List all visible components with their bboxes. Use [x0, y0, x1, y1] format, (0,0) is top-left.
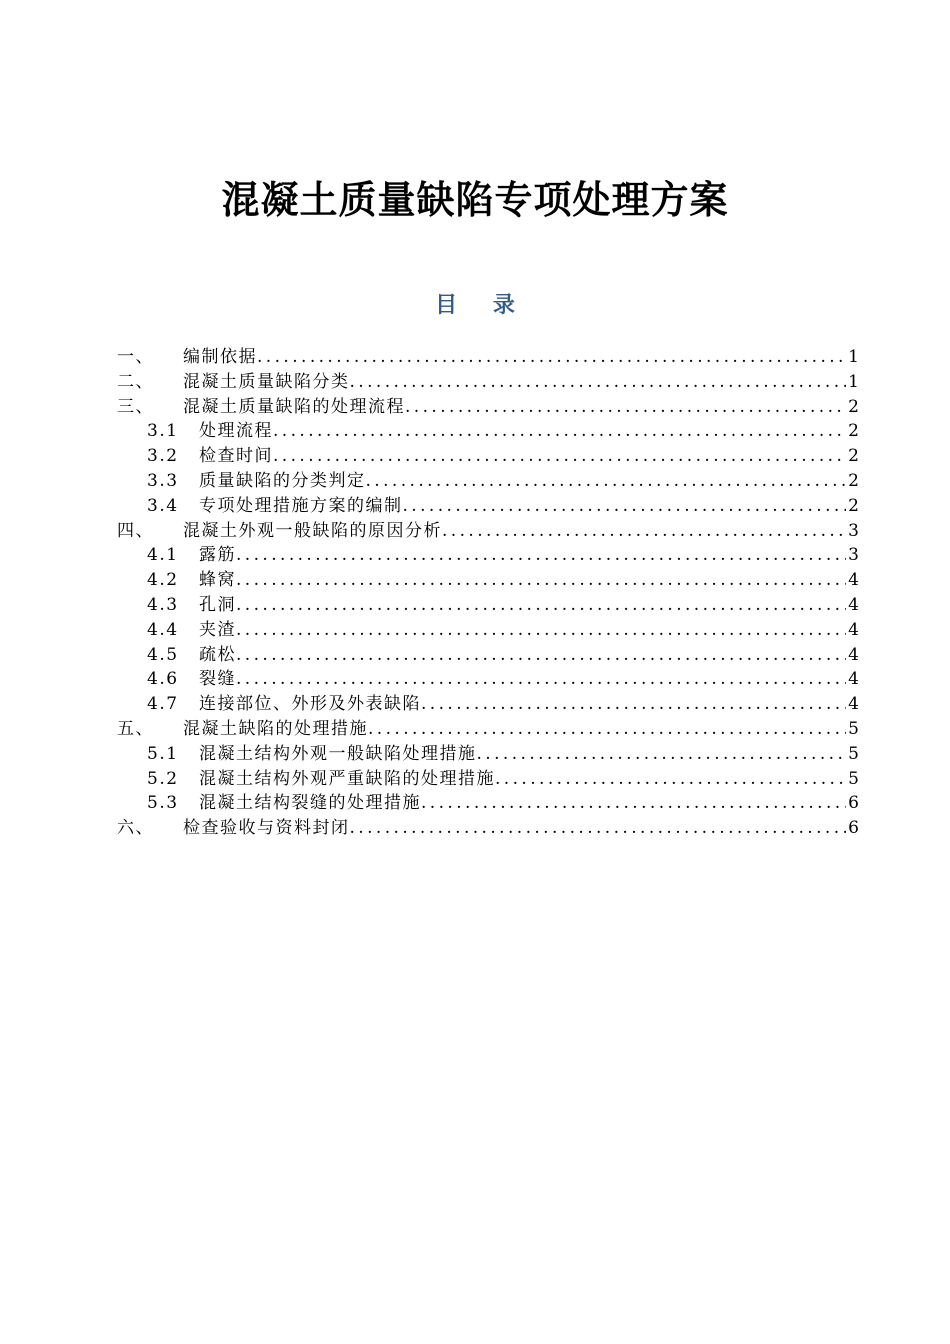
toc-leader-dots: [236, 667, 846, 692]
toc-leader-dots: [421, 692, 846, 717]
toc-entry-page: 4: [848, 619, 859, 640]
toc-leader-dots: [236, 618, 846, 643]
toc-entry[interactable]: [117, 494, 859, 519]
toc-entry-number: 六、: [117, 818, 154, 839]
toc-entry-label: 裂缝: [199, 669, 236, 690]
toc-entry-label: 混凝土结构外观严重缺陷的处理措施: [199, 768, 495, 789]
toc-entry-number: 4.3: [147, 594, 179, 615]
toc-entry-label: 混凝土质量缺陷的处理流程: [183, 396, 405, 417]
toc-leader-dots: [421, 791, 846, 816]
toc-entry-label: 质量缺陷的分类判定: [199, 470, 366, 491]
toc-entry[interactable]: [117, 469, 859, 494]
toc-entry-page: 5: [848, 768, 859, 789]
toc-leader-dots: [236, 593, 846, 618]
toc-entry-number: 4.6: [147, 669, 179, 690]
toc-entry-label: 孔洞: [199, 594, 236, 615]
toc-entry-label: 检查验收与资料封闭: [183, 818, 350, 839]
toc-entry-label: 疏松: [199, 644, 236, 665]
toc-entry[interactable]: [117, 568, 859, 593]
toc-entry-label: 检查时间: [199, 446, 273, 467]
toc-entry-page: 2: [848, 470, 859, 491]
toc-entry-number: 五、: [117, 718, 154, 739]
toc-entry-number: 3.1: [147, 421, 179, 442]
toc-entry[interactable]: [117, 816, 859, 841]
toc-entry-label: 夹渣: [199, 619, 236, 640]
toc-entry-page: 1: [848, 347, 859, 367]
toc-entry-page: 5: [848, 718, 859, 739]
toc-entry-number: 二、: [117, 371, 154, 392]
toc-entry[interactable]: [117, 543, 859, 568]
toc-leader-dots: [257, 345, 846, 370]
toc-entry-number: 4.5: [147, 644, 179, 665]
toc-entry[interactable]: [117, 395, 859, 420]
toc-entry-label: 连接部位、外形及外表缺陷: [199, 694, 421, 715]
toc-entry-number: 4.2: [147, 570, 179, 591]
toc-entry[interactable]: [117, 444, 859, 469]
toc-entry-label: 混凝土结构裂缝的处理措施: [199, 793, 421, 814]
toc-leader-dots: [495, 767, 846, 792]
toc-leader-dots: [236, 543, 846, 568]
toc-entry-label: 专项处理措施方案的编制: [199, 495, 403, 516]
toc-entry-page: 4: [848, 669, 859, 690]
toc-entry-number: 5.1: [147, 743, 179, 764]
toc-entry-number: 4.1: [147, 545, 179, 566]
toc-entry-label: 编制依据: [183, 347, 257, 367]
table-of-contents: [117, 345, 859, 841]
toc-entry-number: 5.3: [147, 793, 179, 814]
toc-entry-page: 3: [848, 520, 859, 541]
toc-leader-dots: [273, 444, 846, 469]
toc-entry-page: 2: [848, 495, 859, 516]
toc-entry[interactable]: [117, 419, 859, 444]
toc-entry-label: 混凝土质量缺陷分类: [183, 371, 350, 392]
toc-leader-dots: [350, 816, 847, 841]
toc-entry-number: 3.3: [147, 470, 179, 491]
toc-entry[interactable]: [117, 370, 859, 395]
toc-entry-label: 露筋: [199, 545, 236, 566]
toc-entry-label: 混凝土外观一般缺陷的原因分析: [183, 520, 442, 541]
toc-entry[interactable]: [117, 345, 859, 370]
toc-entry-page: 3: [848, 545, 859, 566]
toc-leader-dots: [477, 742, 847, 767]
toc-entry[interactable]: [117, 717, 859, 742]
toc-entry[interactable]: [117, 593, 859, 618]
toc-leader-dots: [273, 419, 846, 444]
toc-entry-number: 四、: [117, 520, 154, 541]
toc-entry-page: 5: [848, 743, 859, 764]
toc-leader-dots: [366, 469, 847, 494]
toc-leader-dots: [236, 568, 846, 593]
toc-entry[interactable]: [117, 643, 859, 668]
toc-entry-page: 4: [848, 594, 859, 615]
toc-leader-dots: [236, 643, 846, 668]
toc-leader-dots: [350, 370, 847, 395]
toc-entry-page: 4: [848, 570, 859, 591]
document-title: 混凝土质量缺陷专项处理方案: [221, 178, 729, 222]
toc-entry-label: 混凝土缺陷的处理措施: [183, 718, 368, 739]
toc-entry-label: 处理流程: [199, 421, 273, 442]
toc-entry-page: 2: [848, 421, 859, 442]
toc-entry-page: 2: [848, 396, 859, 417]
toc-entry-page: 1: [848, 371, 859, 392]
toc-leader-dots: [442, 519, 846, 544]
toc-entry[interactable]: [117, 791, 859, 816]
toc-entry-number: 一、: [117, 347, 154, 367]
toc-heading: 目 录: [435, 293, 529, 318]
toc-leader-dots: [403, 494, 847, 519]
toc-entry-page: 6: [848, 793, 859, 814]
toc-entry-number: 4.7: [147, 694, 179, 715]
toc-entry-label: 混凝土结构外观一般缺陷处理措施: [199, 743, 477, 764]
toc-entry[interactable]: [117, 519, 859, 544]
toc-entry[interactable]: [117, 667, 859, 692]
toc-entry-number: 三、: [117, 396, 154, 417]
toc-entry[interactable]: [117, 692, 859, 717]
toc-entry-page: 4: [848, 694, 859, 715]
toc-entry[interactable]: [117, 767, 859, 792]
toc-entry-number: 3.2: [147, 446, 179, 467]
toc-entry-label: 蜂窝: [199, 570, 236, 591]
toc-entry-number: 4.4: [147, 619, 179, 640]
toc-entry-number: 3.4: [147, 495, 179, 516]
toc-leader-dots: [368, 717, 846, 742]
toc-entry[interactable]: [117, 742, 859, 767]
toc-entry-page: 2: [848, 446, 859, 467]
toc-entry-page: 6: [848, 818, 859, 839]
toc-entry-page: 4: [848, 644, 859, 665]
toc-leader-dots: [405, 395, 846, 420]
toc-entry-number: 5.2: [147, 768, 179, 789]
toc-entry[interactable]: [117, 618, 859, 643]
